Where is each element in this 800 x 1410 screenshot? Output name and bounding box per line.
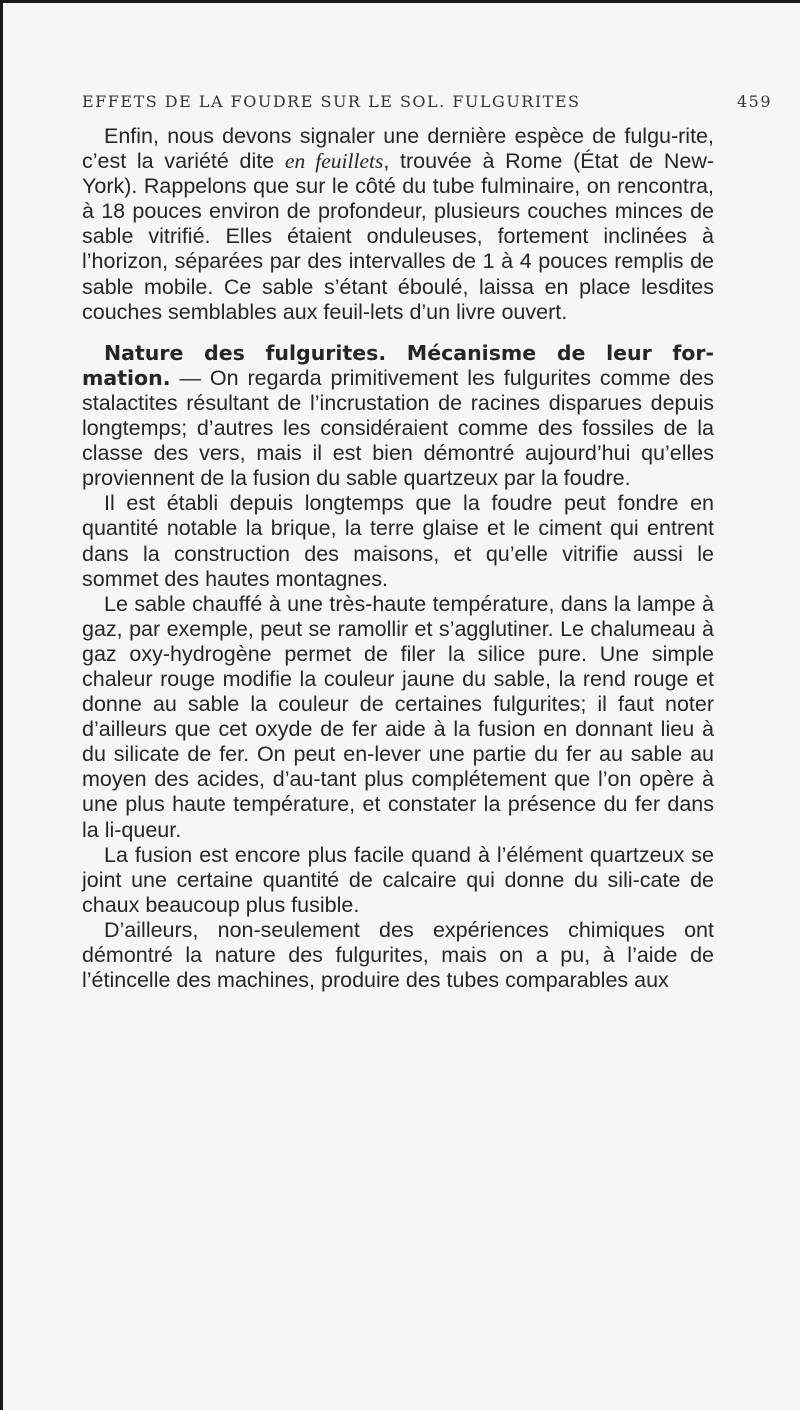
paragraph-fusion-calcaire: La fusion est encore plus facile quand à l’élément quartzeux se joint une certaine quantité de calcaire qui donne du sili-cate de chaux beaucoup plus fusible. xyxy=(82,842,714,917)
section-heading: Nature des fulgurites. Mécanisme de leur for-mation. xyxy=(82,340,714,390)
page-number: 459 xyxy=(736,92,772,111)
paragraph-2-text: — On regarda primitivement les fulgurites comme des stalactites résultant de l’incrustation de racines disparues depuis longtemps; d’autres les considéraient comme des fossiles de la classe des vers, mais il est bien démontré aujourd’hui qu’elles proviennent de la fusion du sable quartzeux par la foudre. xyxy=(82,365,714,491)
paragraph-fulgurite-en-feuillets xyxy=(82,124,714,325)
page-top-edge xyxy=(0,0,800,3)
paragraph-experiences: D’ailleurs, non-seulement des expériences chimiques ont démontré la nature des fulgurites, mais on a pu, à l’aide de l’étincelle des machines, produire des tubes comparables aux xyxy=(82,917,714,993)
paragraph-sable-chauffe: Le sable chauffé à une très-haute température, dans la lampe à gaz, par exemple, peut se ramollir et s’agglutiner. Le chalumeau à gaz oxy-hydrogène permet de filer la silice pure. Une simple chaleur rouge modifie la couleur jaune du sable, la rend rouge et donne au sable la couleur de certaines fulgurites; il faut noter d’ailleurs que cet oxyde de fer aide à la fusion en donnant lieu à du silicate de fer. On peut en-lever une partie du fer au sable au moyen des acides, d’au-tant plus complétement que l’on opère à une plus haute température, et constater la présence du fer dans la li-queur. xyxy=(82,591,714,842)
italic-term-en-feuillets: en feuillets xyxy=(284,149,384,174)
paragraph-nature-des-fulgurites xyxy=(82,341,714,492)
body-text xyxy=(82,124,714,993)
running-head-title: EFFETS DE LA FOUDRE SUR LE SOL. FULGURITES xyxy=(82,92,581,111)
paragraph-1-text-a: Enfin, nous devons signaler une dernière espèce de fulgu-rite, c’est la variété dite xyxy=(82,124,714,174)
paragraph-1-text-b: , trouvée à Rome (État de New-York). Rappelons que sur le côté du tube fulminaire, on rencontra, à 18 pouces environ de profondeur, plusieurs couches minces de sable vitrifié. Elles étaient onduleuses, fortement inclinées à l’horizon, séparées par des intervalles de 1 à 4 pouces remplis de sable mobile. Ce sable s’étant éboulé, laissa en place lesdites couches semblables aux feuil-lets d’un livre ouvert. xyxy=(82,149,715,324)
page-edge-shadow xyxy=(0,0,3,1410)
running-head xyxy=(82,92,772,111)
paragraph-foudre-fondre: Il est établi depuis longtemps que la foudre peut fondre en quantité notable la brique, la terre glaise et le ciment qui entrent dans la construction des maisons, et qu’elle vitrifie aussi le sommet des hautes montagnes. xyxy=(82,491,714,591)
